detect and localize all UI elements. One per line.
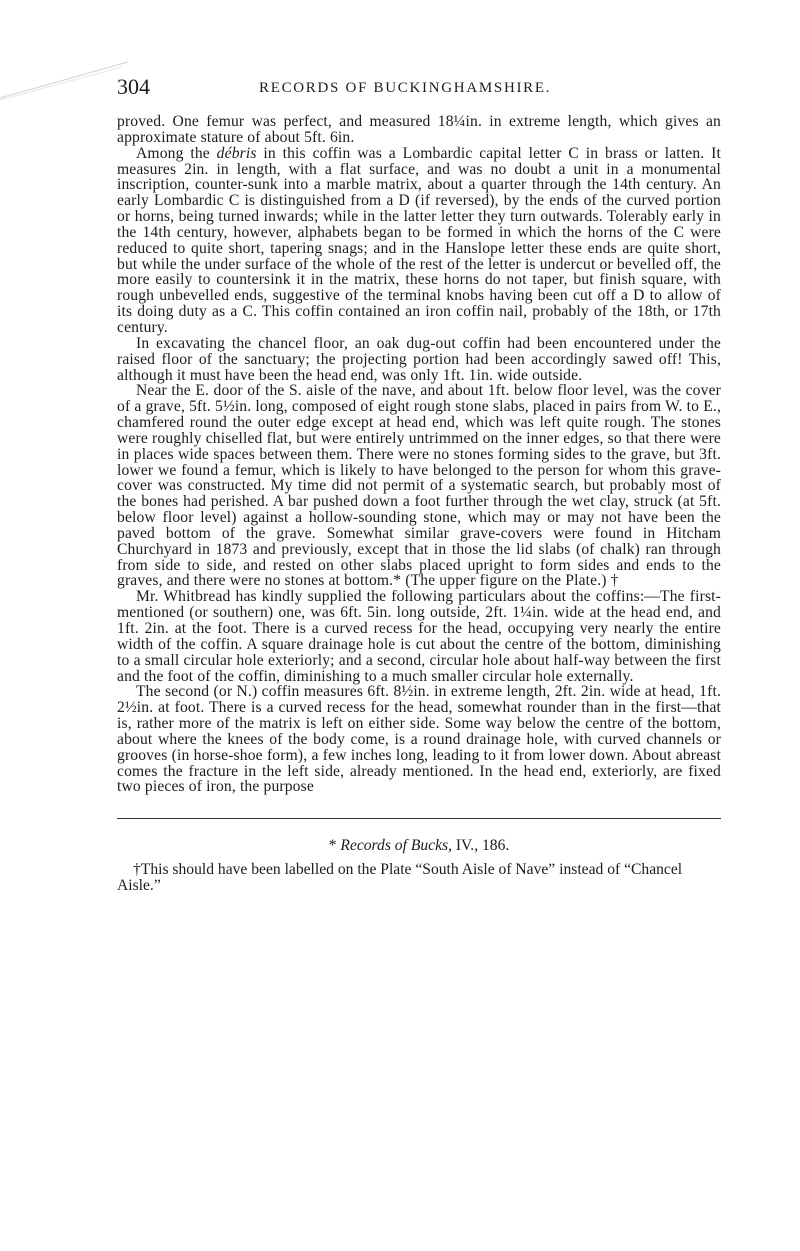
paragraph: Near the E. door of the S. aisle of the nave, and about 1ft. below floor level, was the cover of a grave, 5ft. 5½in. long, composed of eight rough stone slabs, placed in pairs from W. to E., chamfered round the outer edge except at head end, which was left quite rough. The stones were roughly chiselled flat, but were entirely untrimmed on the inner edges, so that there were in places wide spaces between them. There were no stones forming sides to the grave, but 3ft. lower we found a femur, which is likely to have belonged to the person for whom this grave-cover was constructed. My time did not permit of a systematic search, but probably most of the bones had perished. A bar pushed down a foot further through the wet clay, struck (at 5ft. below floor level) against a hollow-sounding stone, which may or may not have been the paved bottom of the grave. Somewhat similar grave-covers were found in Hitcham Churchyard in 1873 and previously, except that in those the lid slabs (of chalk) ran through from side to side, and rested on other slabs placed upright to form sides and ends to the graves, and there were no stones at bottom.* (The upper figure on the Plate.) † [117, 382, 721, 590]
footnote-source: Records of Bucks, [340, 837, 452, 855]
italic-term: débris [216, 144, 257, 162]
running-title: RECORDS OF BUCKINGHAMSHIRE. [259, 80, 552, 96]
footnote-rule [117, 818, 721, 819]
page-number: 304 [117, 74, 150, 99]
paragraph: proved. One femur was perfect, and measured 18¼in. in extreme length, which gives an approximate stature of about 5ft. 6in. [117, 113, 721, 146]
footnote-ref: IV., 186. [451, 837, 510, 855]
paragraph: In excavating the chancel floor, an oak dug-out coffin had been encountered under the raised floor of the sanctuary; the projecting portion had been accordingly sawed off! This, although it must have been the head end, was only 1ft. 1in. wide outside. [117, 334, 721, 384]
footnote-1 [117, 838, 721, 854]
paragraph [117, 146, 721, 336]
paragraph: The second (or N.) coffin measures 6ft. 8½in. in extreme length, 2ft. 2in. wide at head, 1ft. 2½in. at foot. There is a curved recess for the head, somewhat rounder than in the first—that is, rather more of the matrix is left on either side. Some way below the centre of the bottom, about where the knees of the body come, is a round drainage hole, with curved channels or grooves (in horse-shoe form), a few inches long, leading to it from lower down. About abreast comes the fracture in the left side, already mentioned. In the head end, exteriorly, are fixed two pieces of iron, the purpose [117, 683, 721, 796]
running-head [117, 74, 721, 114]
body-text [117, 114, 721, 795]
text-run: in this coffin was a Lombardic capital letter C in brass or latten. It measures 2in. in length, with a flat surface, and was no doubt a unit in a monumental inscription, counter-sunk into a marble matrix, about a quarter through the 14th century. An early Lombardic C is distinguished from a D (if reversed), by the ends of the curved portion or horns, being turned inwards; while in the latter letter they turn outwards. Tolerably early in the 14th century, however, alphabets began to be formed in which the horns of the C were reduced to quite short, tapering snags; and in the Hanslope letter these ends are quite short, but while the under surface of the whole of the rest of the letter is undercut or bevelled off, the more easily to countersink it in the matrix, these horns do not taper, but finish square, with rough unbevelled ends, suggestive of the terminal knobs having been cut off a D to allow of its doing duty as a C. This coffin contained an iron coffin nail, probably of the 18th, or 17th century. [117, 144, 721, 336]
scan-edge-mark [0, 0, 130, 110]
footnotes [117, 838, 721, 894]
paragraph: Mr. Whitbread has kindly supplied the following particulars about the coffins:—The first-mentioned (or southern) one, was 6ft. 5in. long outside, 2ft. 1¼in. wide at the head end, and 1ft. 2in. at the foot. There is a curved recess for the head, occupying very nearly the entire width of the coffin. A square drainage hole is cut about the centre of the bottom, diminishing to a small circular hole exteriorly; and a second, circular hole about half-way between the first and the foot of the coffin, diminishing to a much smaller circular hole externally. [117, 588, 721, 685]
text-run: Among the [136, 144, 217, 162]
page [117, 74, 721, 894]
footnote-mark: * [328, 837, 341, 855]
footnote-2: †This should have been labelled on the Plate “South Aisle of Nave” instead of “Chancel Aisle.” [117, 861, 683, 895]
